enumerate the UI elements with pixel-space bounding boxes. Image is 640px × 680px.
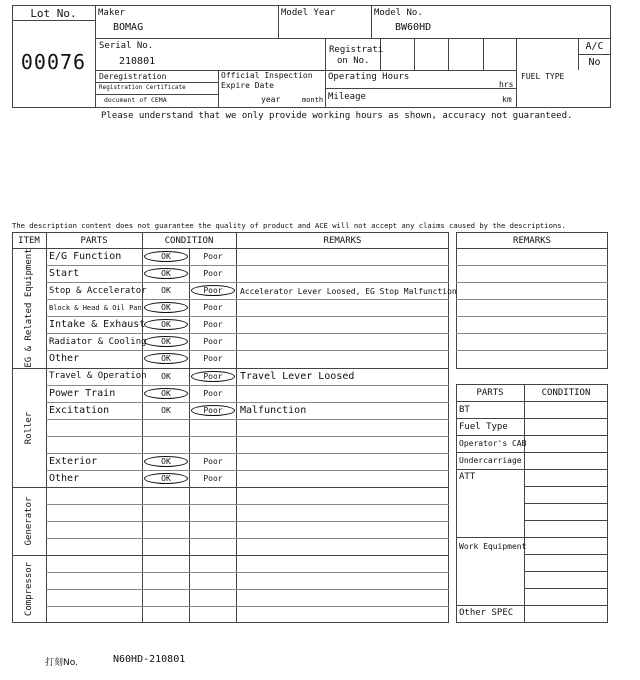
col-remarks-header: REMARKS — [323, 236, 362, 246]
cema-document-label: document of CEMA — [104, 96, 167, 104]
ok-option: OK — [161, 252, 171, 261]
ac-value: No — [588, 57, 601, 68]
part-other-roller: Other — [49, 473, 80, 484]
ok-option: OK — [161, 303, 171, 312]
maker-value: BOMAG — [113, 22, 144, 33]
year-label: year — [261, 95, 281, 104]
ok-option: OK — [161, 320, 171, 329]
poor-option: Poor — [203, 269, 223, 278]
right-condition-header: CONDITION — [541, 388, 591, 398]
col-condition-header: CONDITION — [164, 236, 214, 246]
right-part-att: ATT — [459, 472, 476, 482]
ok-option: OK — [161, 286, 171, 295]
right-part-work-equipment: Work Equipment — [459, 542, 527, 551]
poor-option: Poor — [203, 457, 223, 466]
deregistration-label: Deregistration — [99, 72, 167, 81]
poor-option: Poor — [203, 406, 223, 415]
poor-option: Poor — [203, 389, 223, 398]
lot-number: 00076 — [20, 50, 87, 74]
ok-option: OK — [161, 457, 171, 466]
right-remarks-header: REMARKS — [513, 236, 551, 246]
mileage-label: Mileage — [328, 92, 366, 102]
maker-label: Maker — [98, 8, 126, 18]
part-eg-function: E/G Function — [49, 251, 122, 262]
fuel-type-label: FUEL TYPE — [521, 72, 565, 81]
part-travel-operation: Travel & Operation — [49, 371, 147, 381]
ok-option: OK — [161, 269, 171, 278]
poor-option: Poor — [203, 286, 223, 295]
group-label-roller: Roller — [24, 411, 34, 445]
remark-stop-accelerator: Accelerator Lever Loosed, EG Stop Malfunction — [240, 287, 457, 296]
right-part-operators-cab: Operator's CAB — [459, 439, 527, 448]
disclaimer: The description content does not guarantee the quality of product and ACE will not accept any claims caused by the descriptions. — [12, 221, 566, 230]
hrs-label: hrs — [499, 80, 514, 89]
poor-option: Poor — [203, 474, 223, 483]
stamp-label: 打刻No. — [45, 658, 78, 668]
group-label-generator: Generator — [24, 496, 34, 546]
col-item-header: ITEM — [18, 236, 40, 246]
operating-hours-label: Operating Hours — [328, 72, 410, 82]
part-stop-accelerator: Stop & Accelerator — [49, 286, 147, 296]
month-label: month — [302, 96, 324, 104]
group-label-compressor: Compressor — [24, 561, 34, 617]
ok-option: OK — [161, 406, 171, 415]
poor-option: Poor — [203, 252, 223, 261]
right-part-bt: BT — [459, 405, 470, 415]
model-no-value: BW60HD — [395, 22, 432, 33]
part-exterior: Exterior — [49, 456, 98, 467]
expire-date-label: Expire Date — [221, 81, 274, 90]
official-inspection-label: Official Inspection — [221, 71, 313, 80]
poor-option: Poor — [203, 320, 223, 329]
part-other-eg: Other — [49, 353, 80, 364]
model-no-label: Model No. — [374, 8, 423, 18]
ok-option: OK — [161, 354, 171, 363]
right-part-other-spec: Other SPEC — [459, 608, 514, 618]
poor-option: Poor — [203, 354, 223, 363]
right-part-undercarriage: Undercarriage — [459, 456, 522, 465]
remark-travel-operation: Travel Lever Loosed — [240, 371, 355, 382]
serial-label: Serial No. — [99, 41, 154, 51]
ok-option: OK — [161, 337, 171, 346]
part-radiator-cooling: Radiator & Cooling — [49, 337, 147, 347]
model-year-label: Model Year — [281, 8, 336, 18]
poor-option: Poor — [203, 303, 223, 312]
remark-excitation: Malfunction — [240, 405, 307, 416]
col-parts-header: PARTS — [80, 236, 108, 246]
part-start: Start — [49, 268, 80, 279]
registration-certificate-label: Registration Certificate — [99, 84, 186, 91]
part-block-head-oil-pan: Block & Head & Oil Pan — [49, 304, 142, 312]
group-label-eg: EG & Related Equipment — [24, 248, 34, 368]
registration-label-line1: Registrati — [329, 45, 384, 55]
header-frame — [12, 5, 611, 108]
serial-value: 210801 — [119, 56, 156, 67]
part-power-train: Power Train — [49, 388, 116, 399]
ac-label: A/C — [585, 41, 604, 52]
hours-notice: Please understand that we only provide working hours as shown, accuracy not guaranteed. — [101, 111, 573, 121]
part-intake-exhaust: Intake & Exhaust — [49, 319, 146, 330]
stamp-value: N60HD-210801 — [113, 654, 186, 665]
km-label: km — [502, 95, 512, 104]
ok-option: OK — [161, 372, 171, 381]
poor-option: Poor — [203, 337, 223, 346]
registration-label-line2: on No. — [337, 56, 370, 66]
ok-option: OK — [161, 474, 171, 483]
ok-option: OK — [161, 389, 171, 398]
right-remarks-table — [456, 232, 608, 369]
poor-option: Poor — [203, 372, 223, 381]
right-part-fuel-type: Fuel Type — [459, 422, 508, 432]
part-excitation: Excitation — [49, 405, 110, 416]
lot-label: Lot No. — [30, 7, 77, 20]
right-parts-header: PARTS — [476, 388, 504, 398]
